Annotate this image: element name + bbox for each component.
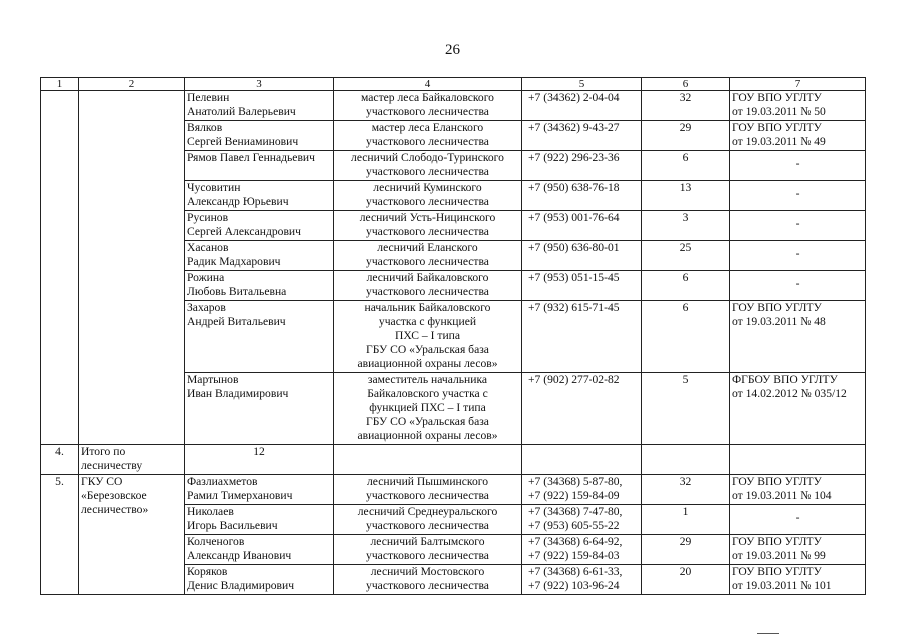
employee-name: Русинов Сергей Александрович [185,211,334,241]
page-number: 26 [445,42,460,58]
column-header: 2 [79,78,185,91]
column-header: 6 [642,78,730,91]
row-number-cell [41,91,79,445]
employee-position: лесничий Усть-Ницинского участкового лесничества [334,211,522,241]
employee-experience: 6 [642,271,730,301]
employee-position: мастер леса Еланского участкового лесничества [334,121,522,151]
total-row [41,445,866,475]
empty-cell [730,445,866,475]
staff-table [40,77,866,595]
employee-name: Хасанов Радик Мадхарович [185,241,334,271]
employee-experience: 6 [642,301,730,373]
employee-phone: +7 (34362) 2-04-04 [522,91,642,121]
footer-rule [757,633,779,634]
employee-position: лесничий Балтымского участкового лесничества [334,535,522,565]
employee-phone: +7 (950) 638-76-18 [522,181,642,211]
employee-name: Захаров Андрей Витальевич [185,301,334,373]
employee-position: лесничий Мостовского участкового лесничества [334,565,522,595]
employee-position: лесничий Слободо-Туринского участкового лесничества [334,151,522,181]
row-number: 5. [41,475,79,595]
employee-experience: 3 [642,211,730,241]
employee-experience: 29 [642,535,730,565]
employee-education: - [730,211,866,241]
row-number: 4. [41,445,79,475]
employee-education: ГОУ ВПО УГЛТУ от 19.03.2011 № 99 [730,535,866,565]
empty-cell [642,445,730,475]
employee-phone: +7 (34362) 9-43-27 [522,121,642,151]
employee-phone: +7 (932) 615-71-45 [522,301,642,373]
employee-position: лесничий Пышминского участкового лесничества [334,475,522,505]
employee-name: Мартынов Иван Владимирович [185,373,334,445]
header-row [41,78,866,91]
employee-phone: +7 (34368) 6-61-33, +7 (922) 103-96-24 [522,565,642,595]
employee-education: - [730,181,866,211]
empty-cell [334,445,522,475]
employee-education: - [730,271,866,301]
employee-education: ГОУ ВПО УГЛТУ от 19.03.2011 № 49 [730,121,866,151]
employee-education: ФГБОУ ВПО УГЛТУ от 14.02.2012 № 035/12 [730,373,866,445]
column-header: 7 [730,78,866,91]
empty-cell [522,445,642,475]
employee-position: заместитель начальника Байкаловского участка с функцией ПХС – I типа ГБУ СО «Уральская база авиационной охраны лесов» [334,373,522,445]
employee-phone: +7 (950) 636-80-01 [522,241,642,271]
employee-education: ГОУ ВПО УГЛТУ от 19.03.2011 № 50 [730,91,866,121]
employee-experience: 29 [642,121,730,151]
employee-position: лесничий Куминского участкового лесничества [334,181,522,211]
employee-phone: +7 (34368) 6-64-92, +7 (922) 159-84-03 [522,535,642,565]
employee-position: лесничий Байкаловского участкового лесничества [334,271,522,301]
employee-education: - [730,241,866,271]
employee-experience: 32 [642,91,730,121]
employee-name: Пелевин Анатолий Валерьевич [185,91,334,121]
employee-experience: 5 [642,373,730,445]
employee-phone: +7 (902) 277-02-82 [522,373,642,445]
column-header: 5 [522,78,642,91]
employee-education: ГОУ ВПО УГЛТУ от 19.03.2011 № 101 [730,565,866,595]
column-header: 3 [185,78,334,91]
employee-position: начальник Байкаловского участка с функцией ПХС – I типа ГБУ СО «Уральская база авиационной охраны лесов» [334,301,522,373]
table-row [41,91,866,121]
employee-name: Рожина Любовь Витальевна [185,271,334,301]
employee-name: Чусовитин Александр Юрьевич [185,181,334,211]
total-count: 12 [185,445,334,475]
employee-phone: +7 (34368) 5-87-80, +7 (922) 159-84-09 [522,475,642,505]
employee-experience: 6 [642,151,730,181]
employee-experience: 32 [642,475,730,505]
employee-name: Фазлиахметов Рамил Тимерханович [185,475,334,505]
employee-education: - [730,505,866,535]
employee-name: Николаев Игорь Васильевич [185,505,334,535]
table-row [41,475,866,505]
employee-phone: +7 (922) 296-23-36 [522,151,642,181]
employee-name: Колченогов Александр Иванович [185,535,334,565]
employee-experience: 13 [642,181,730,211]
forestry-name: ГКУ СО «Березовское лесничество» [79,475,185,595]
employee-experience: 25 [642,241,730,271]
employee-phone: +7 (34368) 7-47-80, +7 (953) 605-55-22 [522,505,642,535]
employee-phone: +7 (953) 051-15-45 [522,271,642,301]
employee-position: мастер леса Байкаловского участкового лесничества [334,91,522,121]
forestry-cell [79,91,185,445]
employee-phone: +7 (953) 001-76-64 [522,211,642,241]
employee-name: Рямов Павел Геннадьевич [185,151,334,181]
employee-experience: 20 [642,565,730,595]
column-header: 4 [334,78,522,91]
employee-name: Коряков Денис Владимирович [185,565,334,595]
employee-education: ГОУ ВПО УГЛТУ от 19.03.2011 № 48 [730,301,866,373]
employee-name: Вялков Сергей Вениаминович [185,121,334,151]
employee-position: лесничий Среднеуральского участкового лесничества [334,505,522,535]
employee-experience: 1 [642,505,730,535]
employee-education: ГОУ ВПО УГЛТУ от 19.03.2011 № 104 [730,475,866,505]
total-label: Итого по лесничеству [79,445,185,475]
employee-education: - [730,151,866,181]
employee-position: лесничий Еланского участкового лесничества [334,241,522,271]
column-header: 1 [41,78,79,91]
